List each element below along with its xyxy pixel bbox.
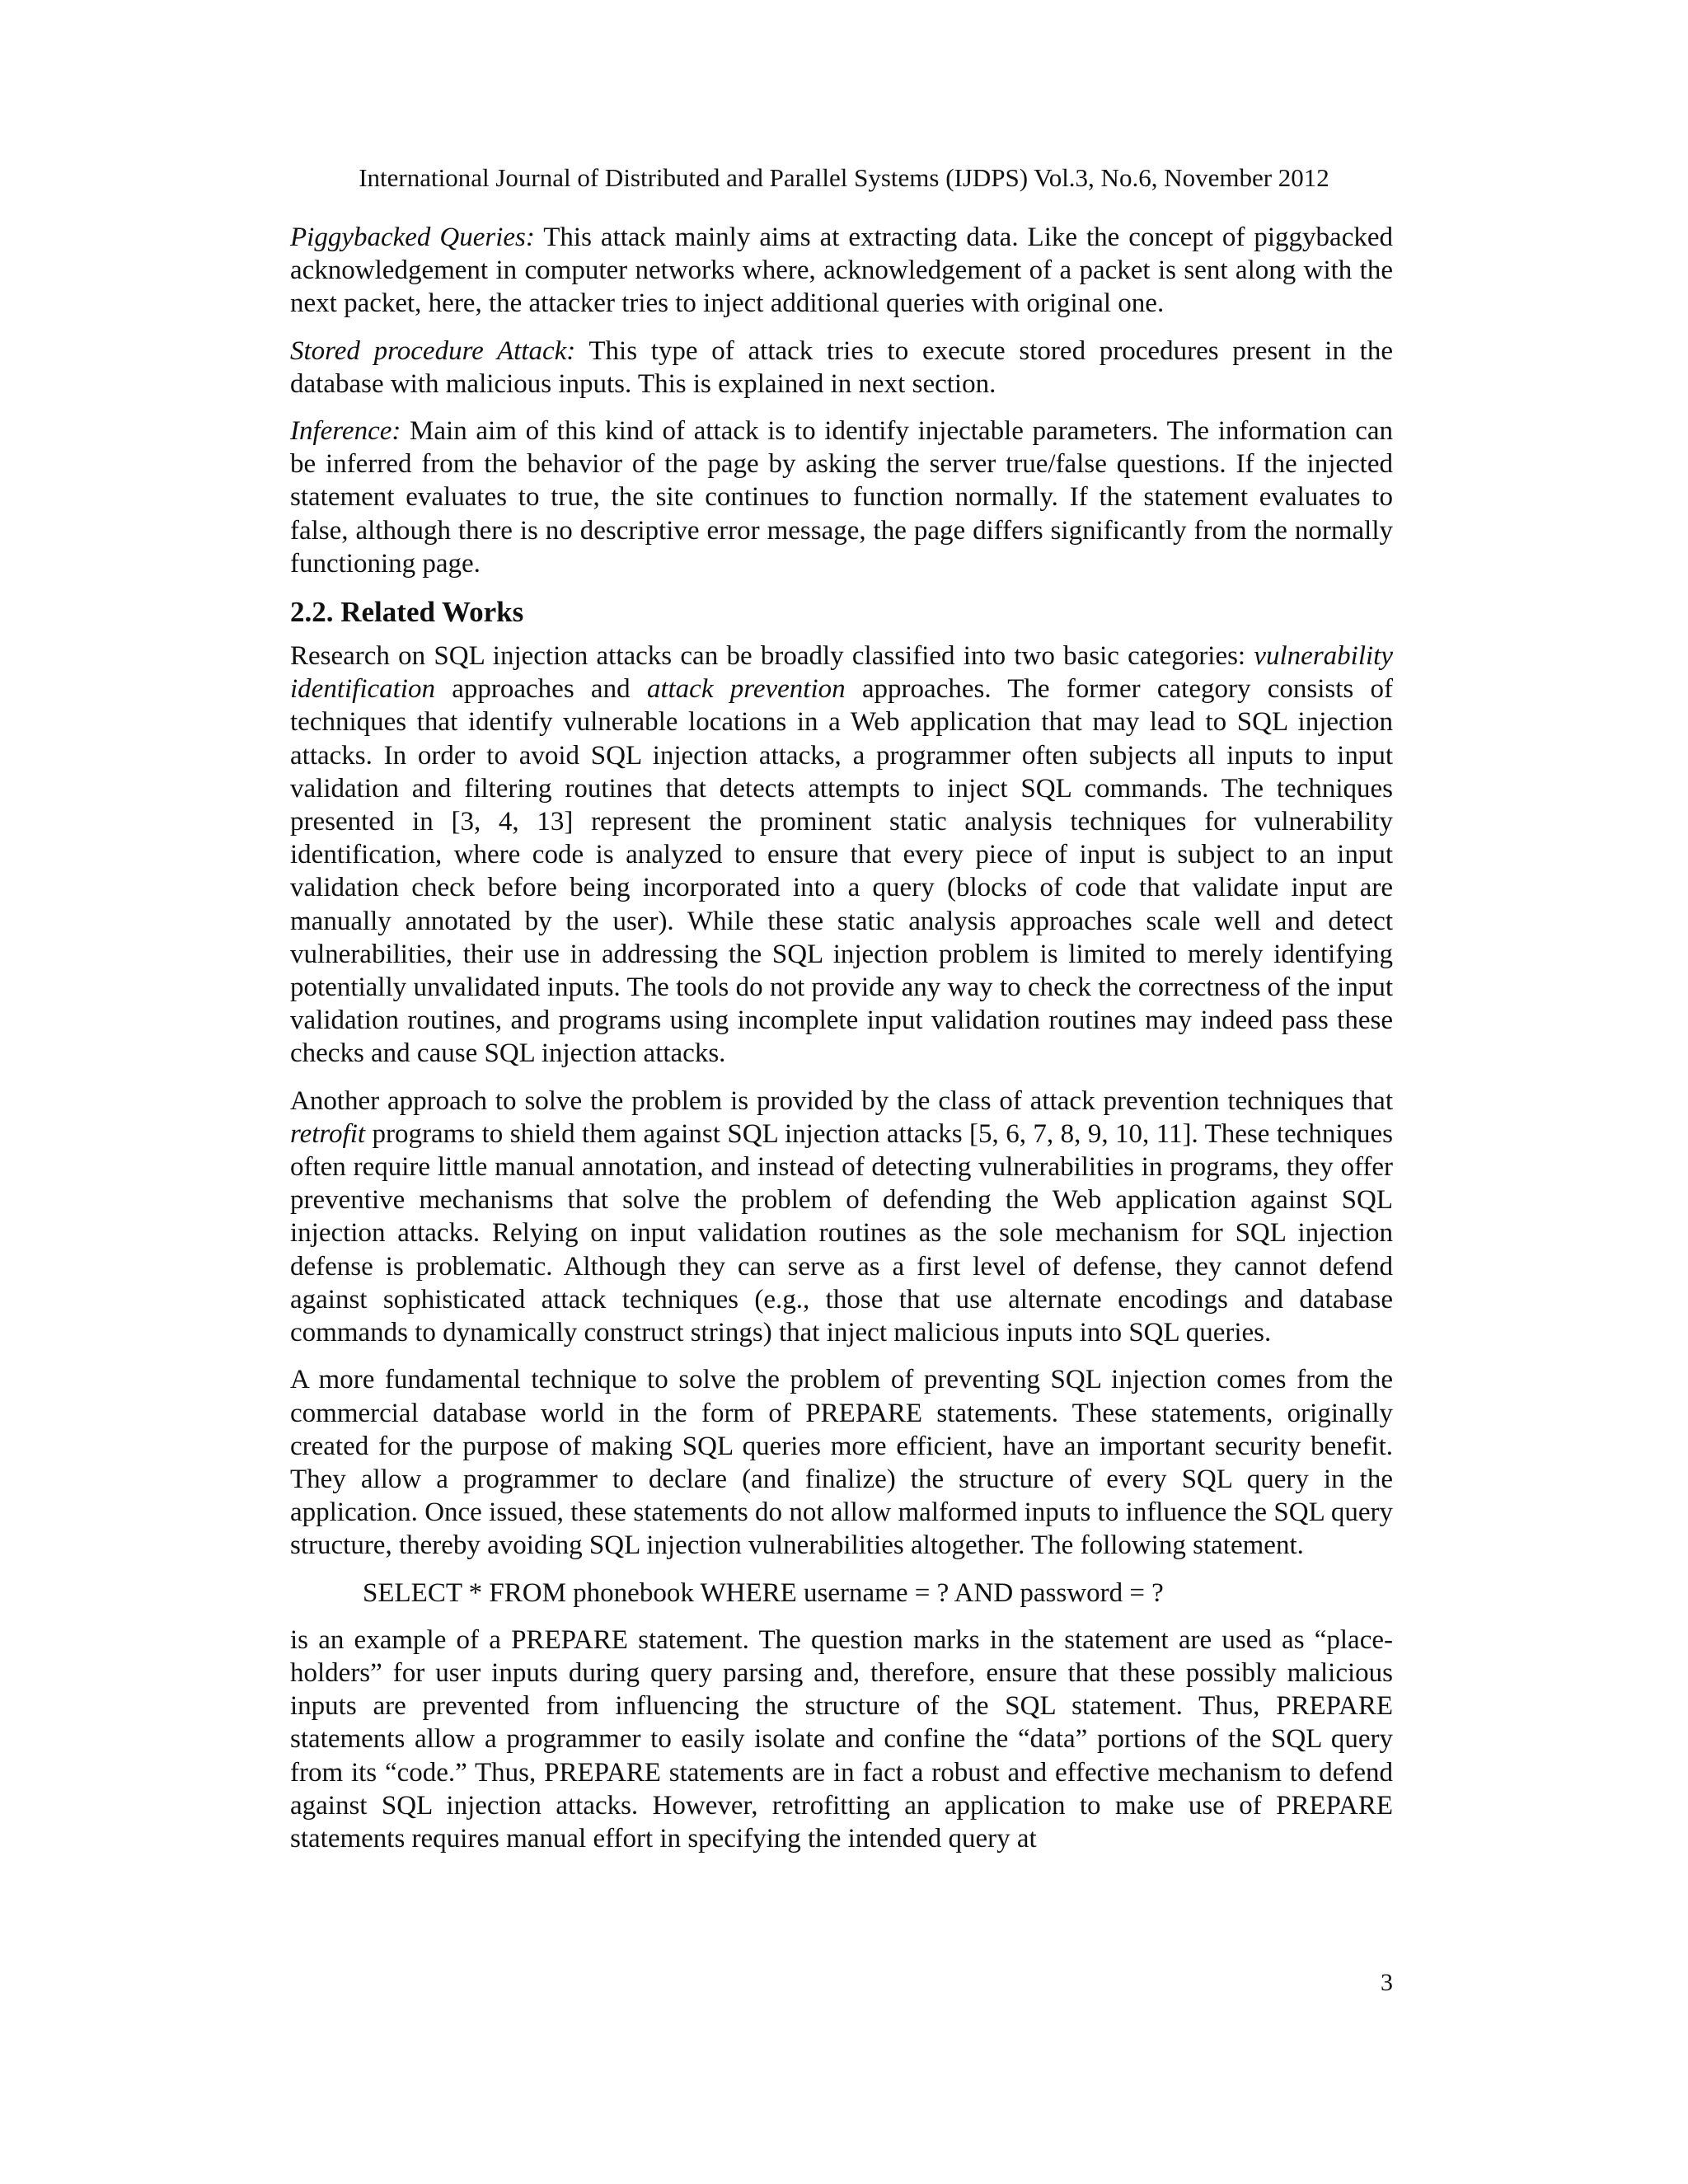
term-piggybacked-queries: Piggybacked Queries:	[290, 223, 535, 252]
text-run: approaches and	[434, 674, 647, 705]
paragraph-related-works-1	[290, 640, 1393, 1071]
italic-attack-prevention: attack prevention	[646, 674, 846, 705]
running-header: International Journal of Distributed and Parallel Systems (IJDPS) Vol.3, No.6, November 2012	[359, 163, 1329, 192]
sql-prepare-example: SELECT * FROM phonebook WHERE username = ? AND password = ?	[363, 1577, 1164, 1608]
paragraph-related-works-4: is an example of a PREPARE statement. The question marks in the statement are used as “place-holders” for user inputs during query parsing and, therefore, ensure that these possibly malicious inputs are prevented from influencing the structure of the SQL statement. Thus, PREPARE statements allow a programmer to easily isolate and confine the “data” portions of the SQL query from its “code.” Thus, PREPARE statements are in fact a robust and effective mechanism to defend against SQL injection attacks. However, retrofitting an application to make use of PREPARE statements requires manual effort in specifying the intended query at	[290, 1624, 1393, 1854]
italic-retrofit: retrofit	[290, 1118, 366, 1149]
section-title-related-works: 2.2. Related Works	[290, 596, 524, 629]
text-run: programs to shield them against SQL injection attacks [5, 6, 7, 8, 9, 10, 11]. These techniques often require little manual annotation, and instead of detecting vulnerabilities in programs, they offer preventive mechanisms that solve the problem of defending the Web application against SQL injection attacks. Relying on input validation routines as the sole mechanism for SQL injection defense is problematic. Although they can serve as a first level of defense, they cannot defend against sophisticated attack techniques (e.g., those that use alternate encodings and database commands to dynamically construct strings) that inject malicious inputs into SQL queries.	[290, 1118, 1393, 1348]
page-number: 3	[1381, 1969, 1393, 1996]
paragraph-inference	[290, 415, 1393, 580]
paragraph-related-works-3: A more fundamental technique to solve the problem of preventing SQL injection comes from the commercial database world in the form of PREPARE statements. These statements, originally created for the purpose of making SQL queries more efficient, have an important security benefit. They allow a programmer to declare (and finalize) the structure of every SQL query in the application. Once issued, these statements do not allow malformed inputs to influence the SQL query structure, thereby avoiding SQL injection vulnerabilities altogether. The following statement.	[290, 1365, 1393, 1561]
paragraph-stored-procedure-attack	[290, 335, 1393, 401]
italic-vulnerability-identification: vulnerability identification	[290, 641, 1393, 705]
text-run: approaches. The former category consists of techniques that identify vulnerable locations in a Web application that may lead to SQL injection attacks. In order to avoid SQL injection attacks, a programmer often subjects all inputs to input validation and filtering routines that detects attempts to inject SQL commands. The techniques presented in [3, 4, 13] represent the prominent static analysis techniques for vulnerability identification, where code is analyzed to ensure that every piece of input is subject to an input validation check before being incorporated into a query (blocks of code that validate input are manually annotated by the user). While these static analysis approaches scale well and detect vulnerabilities, their use in addressing the SQL injection problem is limited to merely identifying potentially unvalidated inputs. The tools do not provide any way to check the correctness of the input validation routines, and programs using incomplete input validation routines may indeed pass these checks and cause SQL injection attacks.	[290, 674, 1393, 1069]
text-run: Research on SQL injection attacks can be broadly classified into two basic categories:	[290, 641, 1254, 672]
body-text	[290, 221, 1393, 1855]
term-stored-procedure-attack: Stored procedure Attack:	[290, 335, 576, 366]
paragraph-text: This type of attack tries to execute stored procedures present in the database with malicious inputs. This is explained in next section.	[290, 335, 1393, 399]
paragraph-text: This attack mainly aims at extracting data. Like the concept of piggybacked acknowledgement in computer networks where, acknowledgement of a packet is sent along with the next packet, here, the attacker tries to inject additional queries with original one.	[290, 223, 1393, 319]
paragraph-related-works-2	[290, 1085, 1393, 1350]
paragraph-piggybacked-queries	[290, 221, 1393, 321]
term-inference: Inference:	[290, 416, 401, 447]
paragraph-text: Main aim of this kind of attack is to identify injectable parameters. The information can be inferred from the behavior of the page by asking the server true/false questions. If the injected statement evaluates to true, the site continues to function normally. If the statement evaluates to false, although there is no descriptive error message, the page differs significantly from the normally functioning page.	[290, 416, 1393, 579]
text-run: Another approach to solve the problem is provided by the class of attack prevention techniques that	[290, 1085, 1393, 1116]
